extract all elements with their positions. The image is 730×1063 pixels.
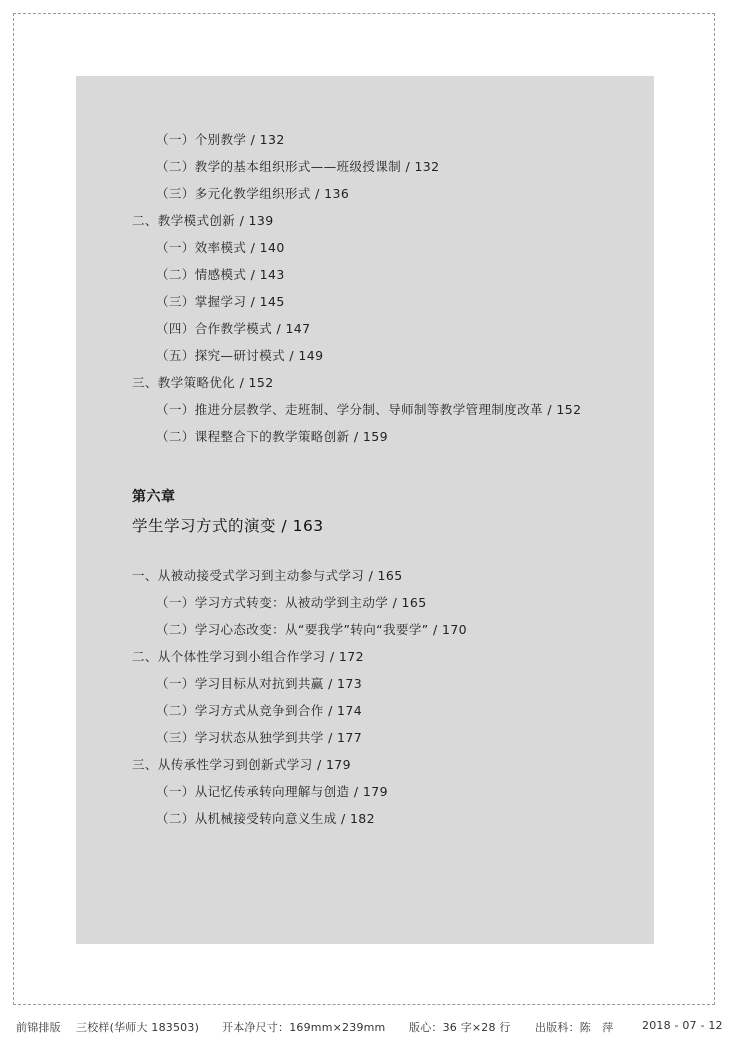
toc-subsection-entry: （二）从机械接受转向意义生成 / 182 <box>156 811 376 826</box>
toc-subsection-entry: （一）学习目标从对抗到共赢 / 173 <box>156 676 363 691</box>
toc-subsection-entry: （四）合作教学模式 / 147 <box>156 321 311 336</box>
footer-date: 2018 - 07 - 12 <box>642 1019 723 1032</box>
toc-subsection-entry: （一）个别教学 / 132 <box>156 132 285 147</box>
footer-typesetter: 前锦排版 <box>16 1021 61 1034</box>
toc-subsection-entry: （二）学习心态改变：从“要我学”转向“我要学” / 170 <box>156 622 468 637</box>
toc-panel <box>76 76 654 944</box>
footer-proof: 三校样(华师大 183503) <box>76 1021 200 1034</box>
footer-trim-size: 开本净尺寸：169mm×239mm <box>222 1021 386 1034</box>
toc-section-heading: 三、从传承性学习到创新式学习 / 179 <box>132 757 352 772</box>
toc-subsection-entry: （三）掌握学习 / 145 <box>156 294 285 309</box>
footer-layout: 版心：36 字×28 行 <box>409 1021 511 1034</box>
toc-subsection-entry: （二）情感模式 / 143 <box>156 267 285 282</box>
toc-subsection-entry: （二）课程整合下的教学策略创新 / 159 <box>156 429 388 444</box>
toc-subsection-entry: （三）学习状态从独学到共学 / 177 <box>156 730 363 745</box>
toc-subsection-entry: （三）多元化教学组织形式 / 136 <box>156 186 350 201</box>
toc-subsection-entry: （一）学习方式转变：从被动学到主动学 / 165 <box>156 595 427 610</box>
toc-subsection-entry: （五）探究—研讨模式 / 149 <box>156 348 324 363</box>
toc-subsection-entry: （一）效率模式 / 140 <box>156 240 285 255</box>
toc-subsection-entry: （一）从记忆传承转向理解与创造 / 179 <box>156 784 388 799</box>
chapter-label: 第六章 <box>132 489 176 505</box>
toc-subsection-entry: （二）教学的基本组织形式——班级授课制 / 132 <box>156 159 440 174</box>
footer-department: 出版科：陈 萍 <box>535 1021 614 1034</box>
print-footer <box>0 1019 730 1037</box>
toc-subsection-entry: （一）推进分层教学、走班制、学分制、导师制等教学管理制度改革 / 152 <box>156 402 582 417</box>
toc-section-heading: 二、从个体性学习到小组合作学习 / 172 <box>132 649 364 664</box>
toc-subsection-entry: （二）学习方式从竞争到合作 / 174 <box>156 703 363 718</box>
toc-section-heading: 三、教学策略优化 / 152 <box>132 375 274 390</box>
toc-section-heading: 二、教学模式创新 / 139 <box>132 213 274 228</box>
toc-section-heading: 一、从被动接受式学习到主动参与式学习 / 165 <box>132 568 403 583</box>
chapter-title: 学生学习方式的演变 / 163 <box>132 517 324 535</box>
